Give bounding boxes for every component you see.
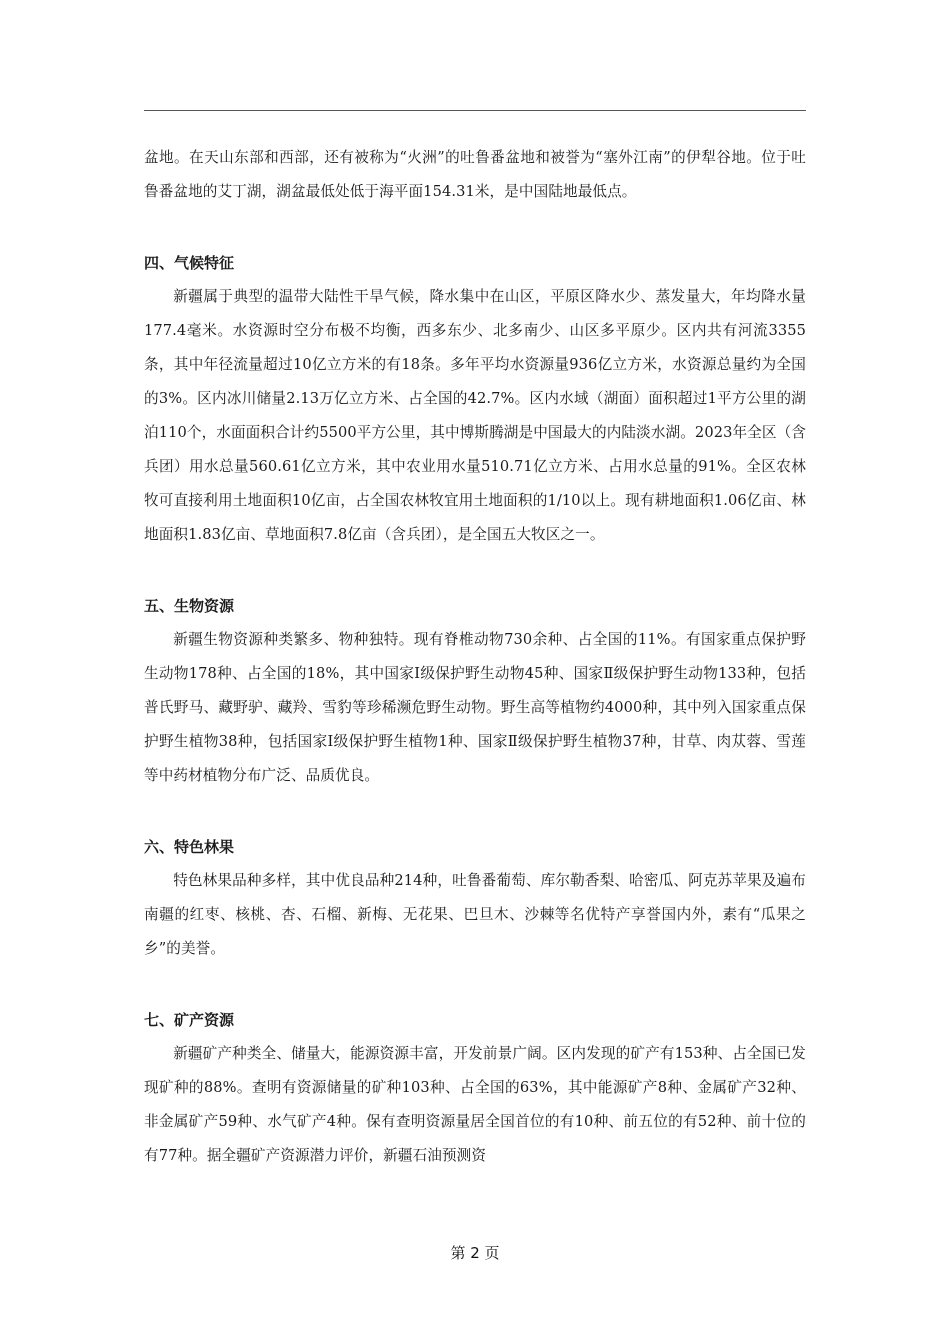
section-paragraph: 新疆生物资源种类繁多、物种独特。现有脊椎动物730余种、占全国的11%。有国家重点保护野生动物178种、占全国的18%，其中国家Ⅰ级保护野生动物45种、国家Ⅱ级保护野生动物133种，包括普氏野马、藏野驴、藏羚、雪豹等珍稀濒危野生动物。野生高等植物约4000种，其中列入国家重点保护野生植物38种，包括国家Ⅰ级保护野生植物1种、国家Ⅱ级保护野生植物37种，甘草、肉苁蓉、雪莲等中药材植物分布广泛、品质优良。	[144, 631, 806, 784]
page-body	[144, 141, 806, 1173]
section-heading: 四、气候特征	[144, 254, 235, 272]
section-heading: 七、矿产资源	[144, 1011, 235, 1029]
intro-paragraph: 盆地。在天山东部和西部，还有被称为“火洲”的吐鲁番盆地和被誉为“塞外江南”的伊犁谷地。位于吐鲁番盆地的艾丁湖，湖盆最低处低于海平面154.31米，是中国陆地最低点。	[144, 149, 806, 200]
section-paragraph: 新疆属于典型的温带大陆性干旱气候，降水集中在山区，平原区降水少、蒸发量大，年均降水量177.4毫米。水资源时空分布极不均衡，西多东少、北多南少、山区多平原少。区内共有河流3355条，其中年径流量超过10亿立方米的有18条。多年平均水资源量936亿立方米，水资源总量约为全国的3%。区内冰川储量2.13万亿立方米、占全国的42.7%。区内水域（湖面）面积超过1平方公里的湖泊110个，水面面积合计约5500平方公里，其中博斯腾湖是中国最大的内陆淡水湖。2023年全区（含兵团）用水总量560.61亿立方米，其中农业用水量510.71亿立方米、占用水总量的91%。全区农林牧可直接利用土地面积10亿亩，占全国农林牧宜用土地面积的1/10以上。现有耕地面积1.06亿亩、林地面积1.83亿亩、草地面积7.8亿亩（含兵团），是全国五大牧区之一。	[144, 288, 806, 543]
section-heading: 六、特色林果	[144, 838, 235, 856]
header-divider	[144, 110, 806, 111]
section-climate	[144, 246, 806, 552]
section-fruits	[144, 830, 806, 966]
section-paragraph: 特色林果品种多样，其中优良品种214种，吐鲁番葡萄、库尔勒香梨、哈密瓜、阿克苏苹果及遍布南疆的红枣、核桃、杏、石榴、新梅、无花果、巴旦木、沙棘等名优特产享誉国内外，素有“瓜果之乡”的美誉。	[144, 872, 806, 957]
section-paragraph: 新疆矿产种类全、储量大，能源资源丰富，开发前景广阔。区内发现的矿产有153种、占全国已发现矿种的88%。查明有资源储量的矿种103种、占全国的63%，其中能源矿产8种、金属矿产32种、非金属矿产59种、水气矿产4种。保有查明资源量居全国首位的有10种、前五位的有52种、前十位的有77种。据全疆矿产资源潜力评价，新疆石油预测资	[144, 1045, 806, 1164]
section-heading: 五、生物资源	[144, 597, 235, 615]
section-biology	[144, 589, 806, 793]
page-number: 第 2 页	[450, 1244, 500, 1262]
section-minerals	[144, 1003, 806, 1173]
